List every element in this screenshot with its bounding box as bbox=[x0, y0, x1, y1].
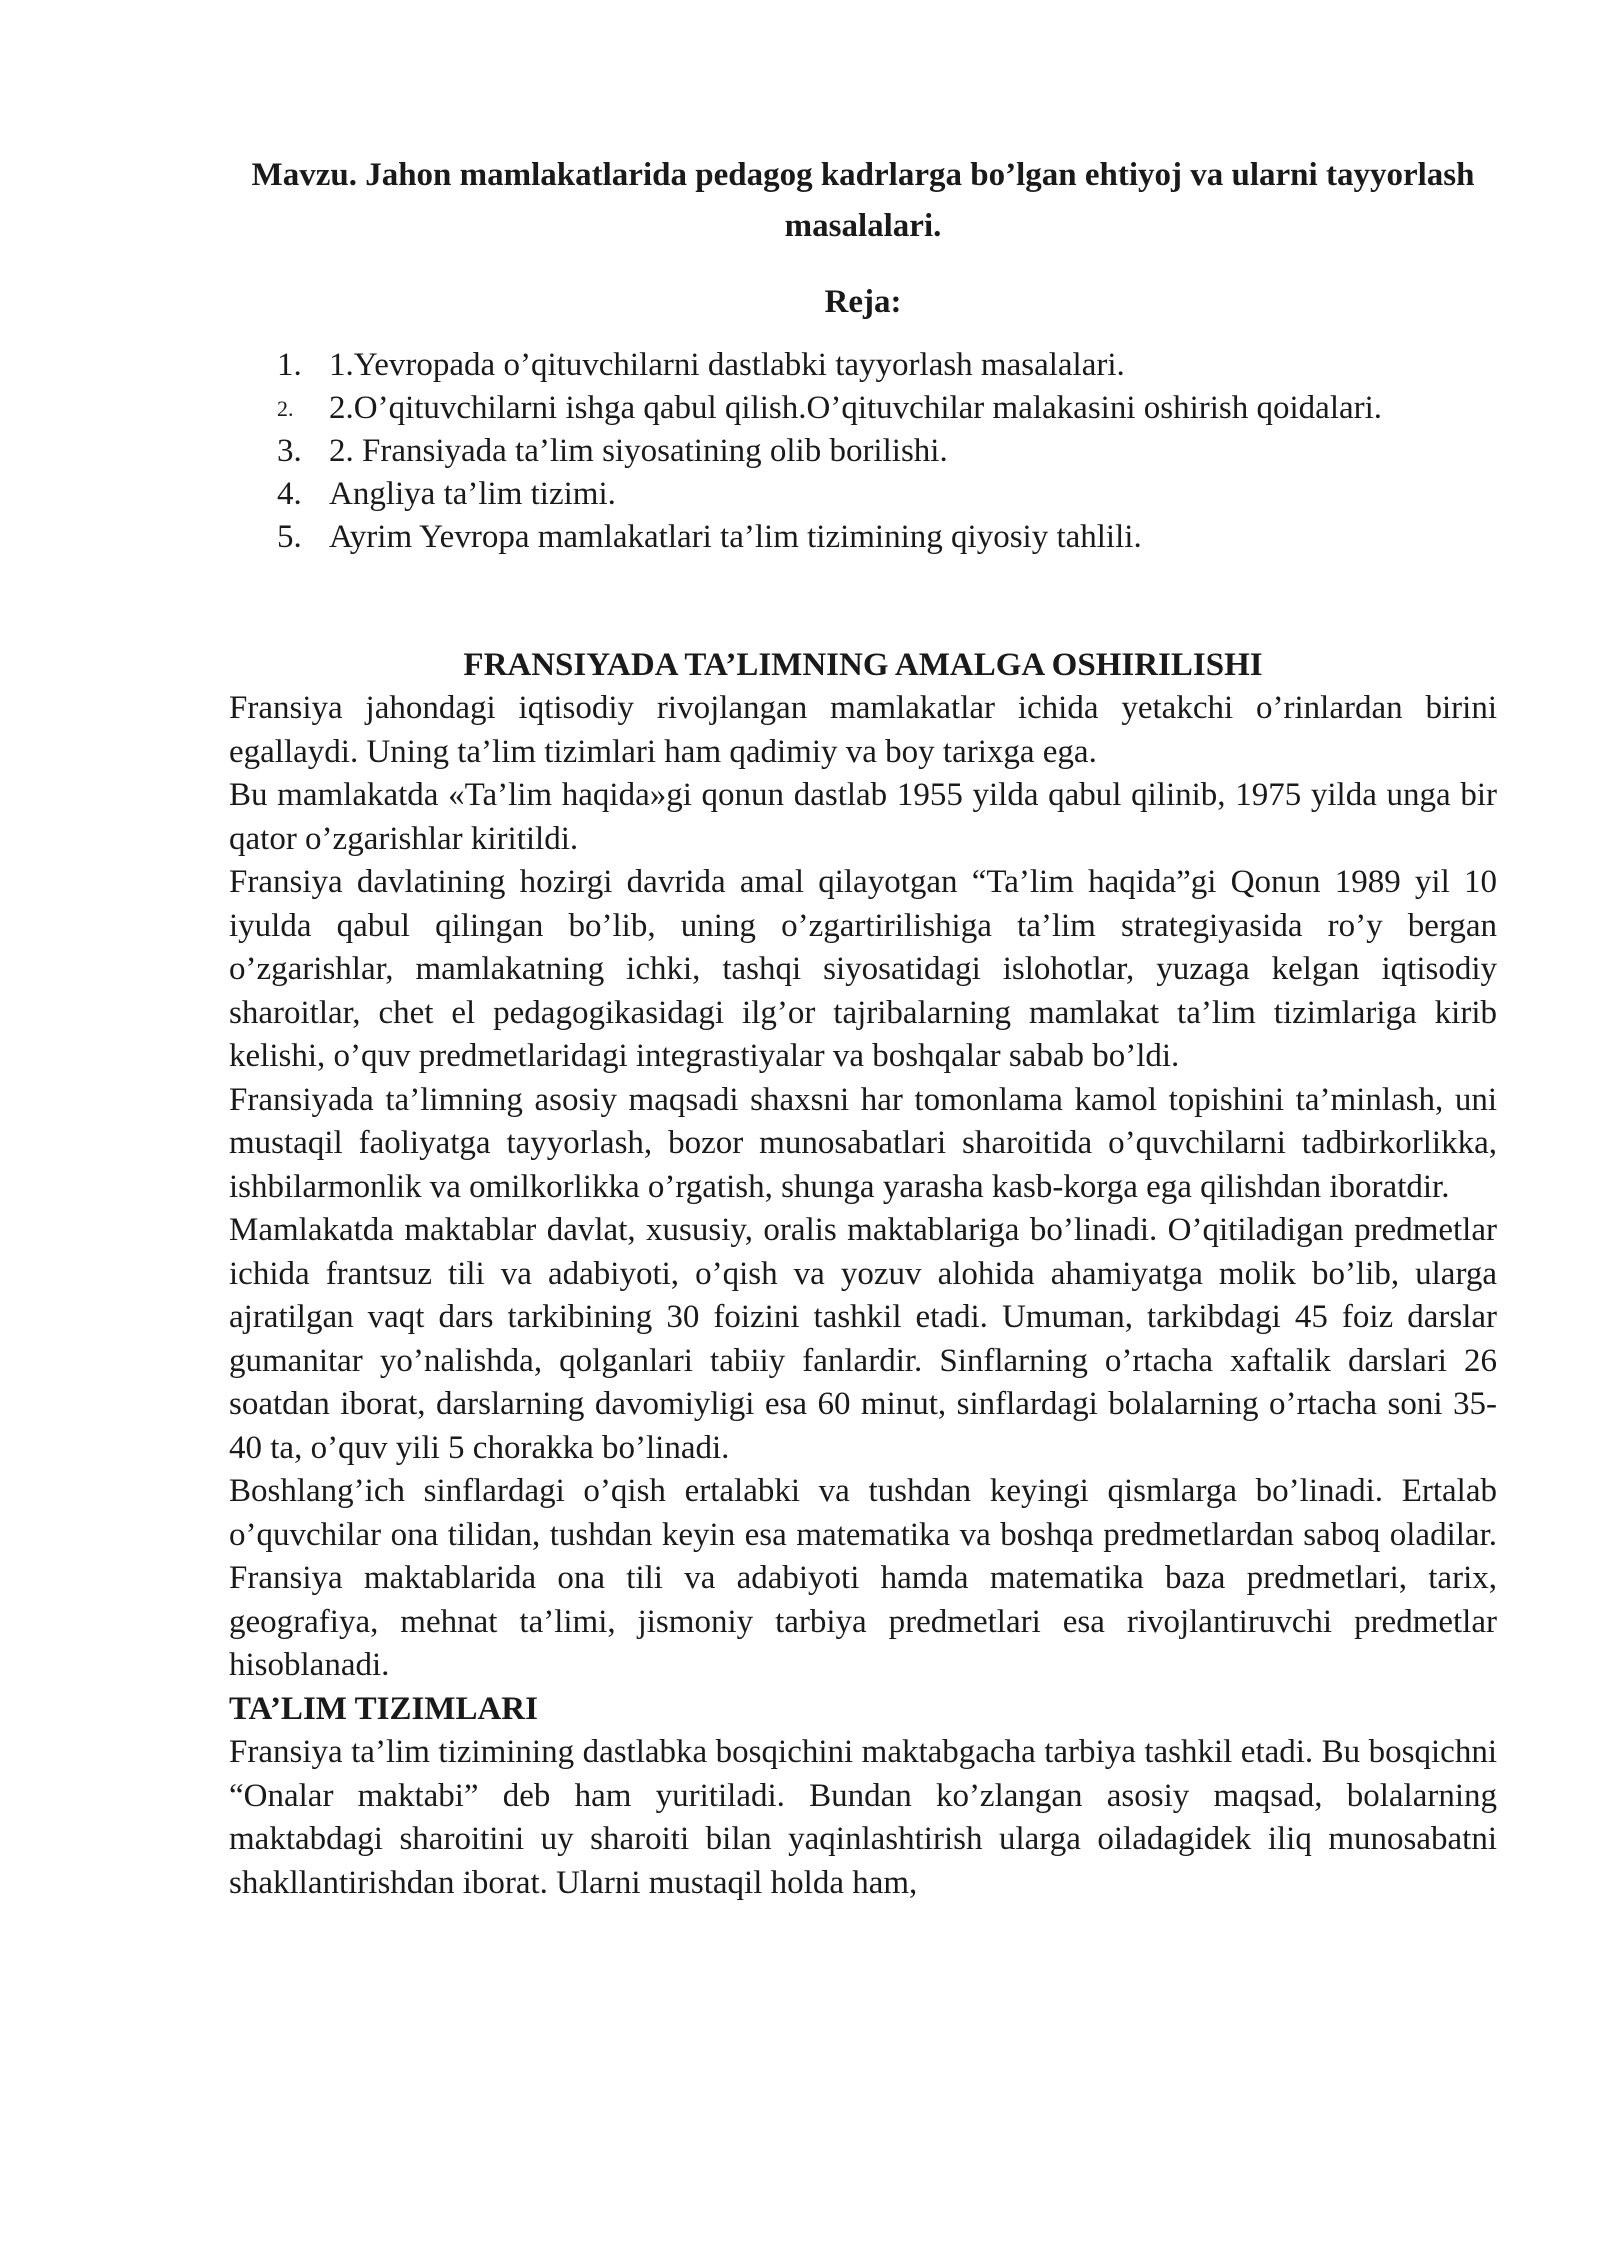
body-paragraph: Bu mamlakatda «Ta’lim haqida»gi qonun dastlab 1955 yilda qabul qilinib, 1975 yilda unga bir qator o’zgarishlar kiritildi. bbox=[229, 777, 1497, 857]
plan-item-number: 5. bbox=[277, 519, 302, 555]
plan-item bbox=[229, 344, 1497, 387]
plan-list bbox=[229, 344, 1497, 559]
body-paragraph: Fransiyada ta’limning asosiy maqsadi shaxsni har tomonlama kamol topishini ta’minlash, uni mustaqil faoliyatga tayyorlash, bozor munosabatlari sharoitida o’quvchilarni tadbirkorlikka, ishbilarmonlik va omilkorlikka o’rgatish, shunga yarasha kasb-korga ega qilishdan iboratdir. bbox=[229, 1081, 1497, 1205]
plan-item bbox=[229, 430, 1497, 473]
body-paragraph: Mamlakatda maktablar davlat, xususiy, oralis maktablariga bo’linadi. O’qitiladigan predmetlar ichida frantsuz tili va adabiyoti, o’qish va yozuv alohida ahamiyatga molik bo’lib, ularga ajratilgan vaqt dars tarkibining 30 foizini tashkil etadi. Umuman, tarkibdagi 45 foiz darslar gumanitar yo’nalishda, qolganlari tabiiy fanlardir. Sinflarning o’rtacha xaftalik darslari 26 soatdan iborat, darslarning davomiyligi esa 60 minut, sinflardagi bolalarning o’rtacha soni 35-40 ta, o’quv yili 5 chorakka bo’linadi. bbox=[229, 1212, 1497, 1466]
plan-item-text: Ayrim Yevropa mamlakatlari ta’lim tizimining qiyosiy tahlili. bbox=[329, 519, 1142, 555]
body-paragraph: Boshlang’ich sinflardagi o’qish ertalabki va tushdan keyingi qismlarga bo’linadi. Ertalab o’quvchilar ona tilidan, tushdan keyin esa matematika va boshqa predmetlardan saboq oladilar. Fransiya maktablarida ona tili va adabiyoti hamda matematika baza predmetlari, tarix, geografiya, mehnat ta’limi, jismoniy tarbiya predmetlari esa rivojlantiruvchi predmetlar hisoblanadi. bbox=[229, 1473, 1497, 1683]
plan-item-number: 1. bbox=[277, 347, 302, 383]
body-paragraph: Fransiya davlatining hozirgi davrida amal qilayotgan “Ta’lim haqida”gi Qonun 1989 yil 10 iyulda qabul qilingan bo’lib, uning o’zgartirilishiga ta’lim strategiyasida ro’y bergan o’zgarishlar, mamlakatning ichki, tashqi siyosatidagi islohotlar, yuzaga kelgan iqtisodiy sharoitlar, chet el pedagogikasidagi ilg’or tajribalarning mamlakat ta’lim tizimlariga kirib kelishi, o’quv predmetlaridagi integrastiyalar va boshqalar sabab bo’ldi. bbox=[229, 864, 1497, 1074]
plan-item bbox=[229, 387, 1497, 430]
document-title: Mavzu. Jahon mamlakatlarida pedagog kadrlarga bo’lgan ehtiyoj va ularni tayyorlash masalalari. bbox=[251, 157, 1475, 244]
body-paragraph: Fransiya ta’lim tizimining dastlabka bosqichini maktabgacha tarbiya tashkil etadi. Bu bosqichni “Onalar maktabi” deb ham yuritiladi. Bundan ko’zlangan asosiy maqsad, bolalarning maktabdagi sharoitini uy sharoiti bilan yaqinlashtirish ularga oiladagidek iliq munosabatni shakllantirishdan iborat. Ularni mustaqil holda ham, bbox=[229, 1734, 1497, 1901]
plan-item-number: 4. bbox=[277, 476, 302, 512]
plan-item-number: 3. bbox=[277, 433, 302, 469]
plan-item-text: 1.Yevropada o’qituvchilarni dastlabki tayyorlash masalalari. bbox=[329, 347, 1125, 383]
plan-heading: Reja: bbox=[824, 284, 902, 320]
plan-item bbox=[229, 473, 1497, 516]
body-paragraph: Fransiya jahondagi iqtisodiy rivojlangan mamlakatlar ichida yetakchi o’rinlardan birini egallaydi. Uning ta’lim tizimlari ham qadimiy va boy tarixga ega. bbox=[229, 690, 1497, 770]
plan-item-text: Angliya ta’lim tizimi. bbox=[329, 476, 616, 512]
plan-item bbox=[229, 516, 1497, 559]
document-page bbox=[229, 150, 1497, 1905]
subheading: TA’LIM TIZIMLARI bbox=[229, 1690, 538, 1727]
plan-item-number: 2. bbox=[277, 396, 294, 421]
plan-item-text: 2. Fransiyada ta’lim siyosatining olib borilishi. bbox=[329, 433, 948, 469]
section-heading: FRANSIYADA TA’LIMNING AMALGA OSHIRILISHI bbox=[463, 647, 1263, 683]
plan-item-text: 2.O’qituvchilarni ishga qabul qilish.O’qituvchilar malakasini oshirish qoidalari. bbox=[329, 390, 1383, 426]
